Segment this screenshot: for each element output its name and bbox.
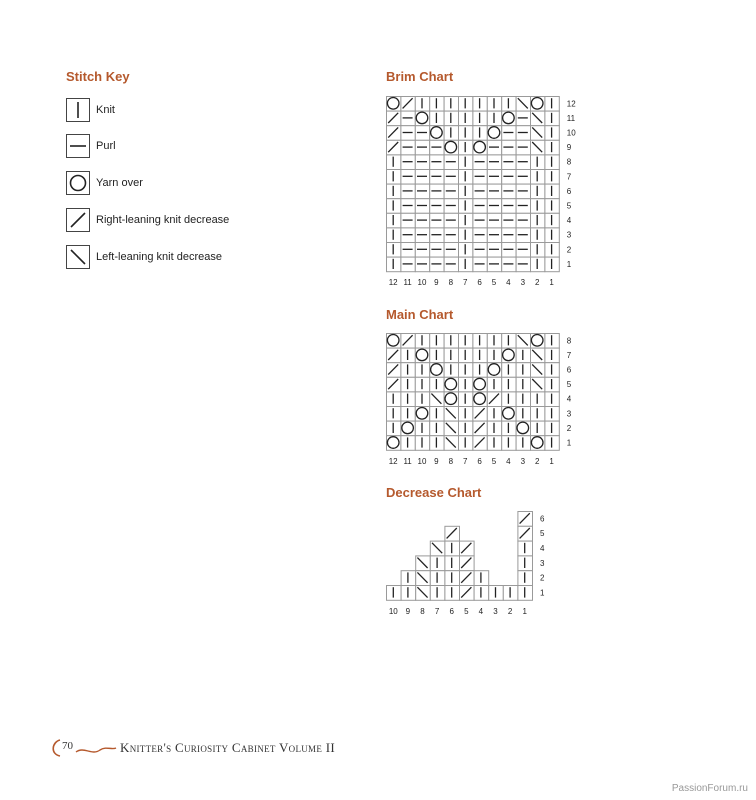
chart-cell bbox=[445, 526, 460, 541]
brim-chart-title: Brim Chart bbox=[386, 69, 454, 84]
column-number-label: 5 bbox=[491, 278, 497, 288]
chart-cell bbox=[401, 97, 415, 112]
stitch-key-label: Purl bbox=[96, 140, 116, 152]
page-number: 70 bbox=[62, 740, 73, 752]
chart-cell bbox=[518, 512, 533, 527]
row-number-label: 2 bbox=[540, 573, 545, 583]
row-number-label: 2 bbox=[566, 245, 572, 255]
column-number-label: 9 bbox=[434, 278, 439, 288]
column-number-label: 2 bbox=[507, 606, 513, 616]
decrease-chart-title: Decrease Chart bbox=[386, 485, 482, 500]
column-number-label: 2 bbox=[534, 456, 540, 466]
column-number-label: 7 bbox=[462, 456, 468, 466]
row-number-label: 3 bbox=[540, 558, 545, 568]
stitch-symbol-rl-icon bbox=[66, 208, 90, 232]
column-number-label: 6 bbox=[449, 606, 454, 616]
row-number-label: 8 bbox=[566, 336, 572, 346]
row-number-label: 8 bbox=[566, 157, 572, 167]
row-number-label: 7 bbox=[566, 350, 572, 360]
chart-cell bbox=[387, 126, 401, 141]
row-number-label: 5 bbox=[540, 529, 545, 539]
stitch-key-item bbox=[66, 133, 116, 159]
chart-cell bbox=[460, 586, 475, 601]
column-number-label: 7 bbox=[434, 606, 440, 616]
row-number-label: 7 bbox=[566, 172, 572, 182]
row-number-label: 5 bbox=[566, 201, 572, 211]
watermark: PassionForum.ru bbox=[671, 783, 748, 794]
column-number-label: 11 bbox=[403, 278, 412, 288]
chart-cell bbox=[473, 407, 487, 422]
row-number-label: 2 bbox=[566, 423, 572, 433]
row-number-label: 1 bbox=[566, 259, 572, 269]
chart-cell bbox=[473, 421, 487, 436]
column-number-label: 7 bbox=[462, 278, 468, 288]
column-number-label: 10 bbox=[417, 456, 427, 466]
column-number-label: 2 bbox=[534, 278, 540, 288]
column-number-label: 10 bbox=[417, 278, 427, 288]
column-number-label: 9 bbox=[434, 456, 439, 466]
column-number-label: 5 bbox=[491, 456, 497, 466]
column-number-label: 4 bbox=[478, 606, 484, 616]
column-number-label: 3 bbox=[493, 606, 498, 616]
decrease-chart bbox=[386, 511, 556, 622]
chart-cell bbox=[460, 571, 475, 586]
column-number-label: 1 bbox=[549, 456, 554, 466]
row-number-label: 4 bbox=[566, 394, 572, 404]
chart-cell bbox=[387, 348, 401, 363]
column-number-label: 3 bbox=[520, 278, 526, 288]
row-number-label: 3 bbox=[566, 409, 572, 419]
row-number-label: 5 bbox=[566, 380, 572, 390]
chart-cell bbox=[473, 436, 487, 451]
column-number-label: 8 bbox=[448, 278, 454, 288]
stitch-symbol-yo-icon bbox=[66, 171, 90, 195]
stitch-key-item bbox=[66, 97, 115, 123]
chart-cell bbox=[460, 556, 475, 571]
row-number-label: 9 bbox=[566, 143, 572, 153]
stitch-key-label: Yarn over bbox=[96, 177, 143, 189]
brim-chart bbox=[386, 96, 583, 293]
stitch-key-item bbox=[66, 244, 222, 270]
column-number-label: 1 bbox=[522, 606, 527, 616]
column-number-label: 11 bbox=[403, 456, 412, 466]
book-title: Knitter's Curiosity Cabinet Volume II bbox=[120, 740, 335, 755]
column-number-label: 8 bbox=[420, 606, 425, 616]
chart-cell bbox=[387, 111, 401, 126]
column-number-label: 4 bbox=[506, 278, 511, 288]
column-number-label: 6 bbox=[477, 456, 482, 466]
stitch-key-label: Right-leaning knit decrease bbox=[96, 214, 230, 226]
column-number-label: 5 bbox=[464, 606, 469, 616]
column-number-label: 12 bbox=[388, 456, 398, 466]
row-number-label: 4 bbox=[540, 544, 545, 553]
column-number-label: 10 bbox=[388, 606, 398, 616]
row-number-label: 4 bbox=[566, 216, 572, 226]
main-chart-title: Main Chart bbox=[386, 307, 454, 322]
main-chart bbox=[386, 333, 583, 472]
chart-cell bbox=[401, 334, 415, 349]
column-number-label: 3 bbox=[520, 456, 526, 466]
chart-cell bbox=[518, 526, 533, 541]
row-number-label: 6 bbox=[540, 514, 545, 524]
column-number-label: 12 bbox=[388, 278, 398, 288]
chart-cell bbox=[487, 392, 501, 407]
stitch-key-title: Stitch Key bbox=[66, 69, 130, 84]
chart-cell bbox=[387, 377, 401, 392]
row-number-label: 11 bbox=[566, 113, 576, 123]
stitch-symbol-ll-icon bbox=[66, 245, 90, 269]
stitch-symbol-purl-icon bbox=[66, 134, 90, 158]
row-number-label: 10 bbox=[566, 128, 576, 138]
column-number-label: 6 bbox=[477, 278, 482, 288]
row-number-label: 3 bbox=[566, 230, 572, 240]
row-number-label: 6 bbox=[566, 365, 572, 375]
chart-cell bbox=[460, 541, 475, 556]
stitch-key-item bbox=[66, 170, 143, 196]
stitch-key-label: Left-leaning knit decrease bbox=[96, 251, 222, 263]
stitch-key-label: Knit bbox=[96, 104, 115, 116]
column-number-label: 9 bbox=[405, 606, 411, 616]
column-number-label: 1 bbox=[549, 278, 554, 288]
stitch-symbol-knit-icon bbox=[66, 98, 90, 122]
chart-cell bbox=[387, 363, 401, 378]
chart-cell bbox=[387, 140, 401, 155]
row-number-label: 12 bbox=[566, 99, 576, 109]
column-number-label: 4 bbox=[506, 456, 511, 466]
swash-ornament-icon bbox=[48, 736, 118, 760]
stitch-key-item bbox=[66, 207, 229, 233]
row-number-label: 1 bbox=[540, 588, 545, 598]
row-number-label: 6 bbox=[566, 186, 572, 196]
column-number-label: 8 bbox=[448, 456, 454, 466]
row-number-label: 1 bbox=[566, 438, 572, 448]
